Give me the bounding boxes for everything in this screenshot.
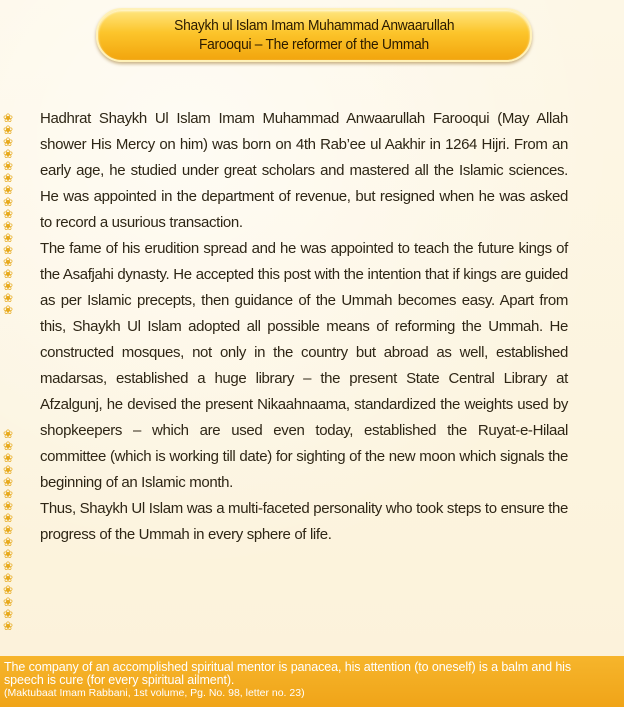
- paragraph-1: Hadhrat Shaykh Ul Islam Imam Muhammad Anwaarullah Farooqui (May Allah shower His Mercy on him) was born on 4th Rab’ee ul Aakhir in 1264 Hijri. From an early age, he studied under great scholars and mastered all the Islamic sciences. He was appointed in the department of revenue, but resigned when he was asked to record a usurious transaction.: [40, 110, 568, 231]
- flower-ornament-icon: ❀: [2, 619, 14, 633]
- flower-ornament-icon: ❀: [2, 195, 14, 209]
- flower-ornament-icon: ❀: [2, 291, 14, 305]
- flower-ornament-icon: ❀: [2, 135, 14, 149]
- flower-ornament-icon: ❀: [2, 428, 14, 441]
- flower-ornament-icon: ❀: [2, 523, 14, 537]
- flower-ornament-icon: ❀: [2, 231, 14, 245]
- flower-ornament-icon: ❀: [2, 207, 14, 221]
- left-ornament-bottom: [0, 428, 16, 638]
- flower-ornament-icon: ❀: [2, 475, 14, 489]
- flower-ornament-icon: ❀: [2, 487, 14, 501]
- paragraph-2: The fame of his erudition spread and he was appointed to teach the future kings of the Asafjahi dynasty. He accepted this post with the intention that if kings are guided as per Islamic precepts, then guidance of the Ummah becomes easy. Apart from this, Shaykh Ul Islam adopted all possible means of reforming the Ummah. He constructed mosques, not only in the country but abroad as well, established madarsas, established a huge library – the present State Central Library at Afzalgunj, he devised the present Nikaahnaama, standardized the weights used by shopkeepers – which are used even today, established the Ruyat-e-Hilaal committee (which is working till date) for sighting of the new moon which signals the beginning of an Islamic month.: [40, 240, 568, 491]
- title-banner: [96, 8, 532, 62]
- footer-citation: (Maktubaat Imam Rabbani, 1st volume, Pg. No. 98, letter no. 23): [4, 687, 305, 699]
- flower-ornament-icon: ❀: [2, 511, 14, 525]
- flower-ornament-icon: ❀: [2, 547, 14, 561]
- flower-ornament-icon: ❀: [2, 159, 14, 173]
- flower-ornament-icon: ❀: [2, 535, 14, 549]
- flower-ornament-icon: ❀: [2, 147, 14, 161]
- flower-ornament-icon: ❀: [2, 571, 14, 585]
- flower-ornament-icon: ❀: [2, 255, 14, 269]
- flower-ornament-icon: ❀: [2, 451, 14, 465]
- flower-ornament-icon: ❀: [2, 171, 14, 185]
- article-body: [40, 106, 568, 548]
- flower-ornament-icon: ❀: [2, 219, 14, 233]
- flower-ornament-icon: ❀: [2, 303, 14, 317]
- title-line-2: Farooqui – The reformer of the Ummah: [199, 36, 429, 53]
- flower-ornament-icon: ❀: [2, 499, 14, 513]
- footer-quote-bar: [0, 656, 624, 707]
- flower-ornament-icon: ❀: [2, 183, 14, 197]
- flower-ornament-icon: ❀: [2, 243, 14, 257]
- title-line-1: Shaykh ul Islam Imam Muhammad Anwaarullah: [173, 17, 455, 34]
- paragraph-3: Thus, Shaykh Ul Islam was a multi-faceted personality who took steps to ensure the progress of the Ummah in every sphere of life.: [40, 500, 568, 543]
- flower-ornament-icon: ❀: [2, 583, 14, 597]
- flower-ornament-icon: ❀: [2, 559, 14, 573]
- flower-ornament-icon: ❀: [2, 595, 14, 609]
- left-ornament-top: [0, 112, 16, 324]
- footer-quote: The company of an accomplished spiritual mentor is panacea, his attention (to oneself) is a balm and his speech is cure (for every spiritual ailment).: [4, 660, 571, 687]
- flower-ornament-icon: ❀: [2, 267, 14, 281]
- flower-ornament-icon: ❀: [2, 279, 14, 293]
- flower-ornament-icon: ❀: [2, 463, 14, 477]
- flower-ornament-icon: ❀: [2, 439, 14, 453]
- flower-ornament-icon: ❀: [2, 112, 14, 125]
- flower-ornament-icon: ❀: [2, 123, 14, 137]
- flower-ornament-icon: ❀: [2, 607, 14, 621]
